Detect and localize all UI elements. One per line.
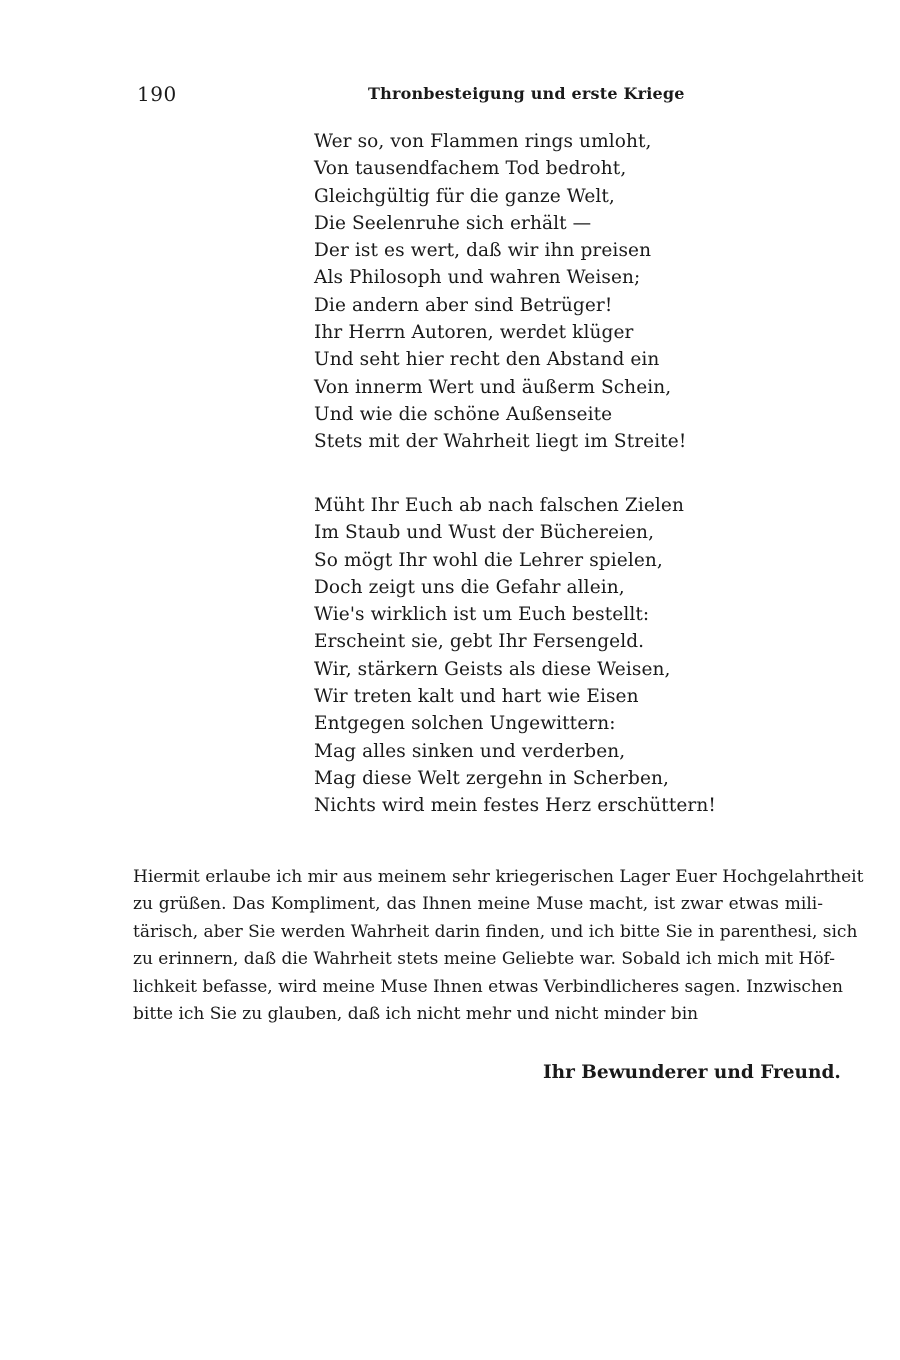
paragraph-line: zu grüßen. Das Kompliment, das Ihnen meine Muse macht, ist zwar etwas mili- (133, 894, 823, 915)
poem-line: Ihr Herrn Autoren, werdet klüger (314, 322, 634, 344)
poem-line: Die andern aber sind Betrüger! (314, 294, 613, 316)
poem-line: Als Philosoph und wahren Weisen; (314, 267, 641, 289)
letter-closing: Ihr Bewunderer und Freund. (543, 1062, 841, 1083)
letter-paragraph (133, 864, 864, 1028)
poem-line: Und seht hier recht den Abstand ein (314, 349, 660, 371)
poem-stanza-2 (314, 492, 716, 820)
poem-line: Stets mit der Wahrheit liegt im Streite! (314, 431, 687, 453)
poem-line: Mag alles sinken und verderben, (314, 740, 626, 762)
paragraph-line: Hiermit erlaube ich mir aus meinem sehr kriegerischen Lager Euer Hochgelahrtheit (133, 867, 864, 887)
poem-line: Erscheint sie, gebt Ihr Fersengeld. (314, 631, 645, 653)
poem-line: Mag diese Welt zergehn in Scherben, (314, 767, 669, 789)
poem-line: Von tausendfachem Tod bedroht, (314, 158, 627, 180)
poem-line: Müht Ihr Euch ab nach falschen Zielen (314, 495, 684, 516)
poem-line: Entgegen solchen Ungewittern: (314, 713, 616, 735)
running-title: Thronbesteigung und erste Kriege (368, 84, 685, 103)
paragraph-line: lichkeit befasse, wird meine Muse Ihnen etwas Verbindlicheres sagen. Inzwischen (133, 976, 843, 997)
paragraph-line: tärisch, aber Sie werden Wahrheit darin finden, und ich bitte Sie in parenthesi, sich (133, 921, 858, 942)
poem-line: Doch zeigt uns die Gefahr allein, (314, 576, 625, 598)
poem-line: Von innerm Wert und äußerm Schein, (314, 376, 672, 398)
poem-line: Gleichgültig für die ganze Welt, (314, 185, 615, 207)
poem-line: Der ist es wert, daß wir ihn preisen (314, 240, 652, 262)
poem-stanza-1 (314, 128, 686, 456)
paragraph-line: bitte ich Sie zu glauben, daß ich nicht mehr und nicht minder bin (133, 1003, 699, 1024)
poem-line: So mögt Ihr wohl die Lehrer spielen, (314, 549, 663, 571)
poem-line: Im Staub und Wust der Büchereien, (314, 522, 655, 544)
poem-line: Die Seelenruhe sich erhält — (314, 212, 592, 234)
poem-line: Wir treten kalt und hart wie Eisen (314, 686, 639, 708)
poem-line: Wie's wirklich ist um Euch bestellt: (314, 604, 650, 626)
page-number: 190 (137, 82, 177, 106)
poem-line: Und wie die schöne Außenseite (314, 403, 613, 425)
poem-line: Wer so, von Flammen rings umloht, (314, 131, 652, 152)
poem-line: Wir, stärkern Geists als diese Weisen, (314, 658, 671, 680)
paragraph-line: zu erinnern, daß die Wahrheit stets meine Geliebte war. Sobald ich mich mit Höf- (133, 949, 835, 970)
poem-line: Nichts wird mein festes Herz erschüttern! (314, 795, 716, 817)
